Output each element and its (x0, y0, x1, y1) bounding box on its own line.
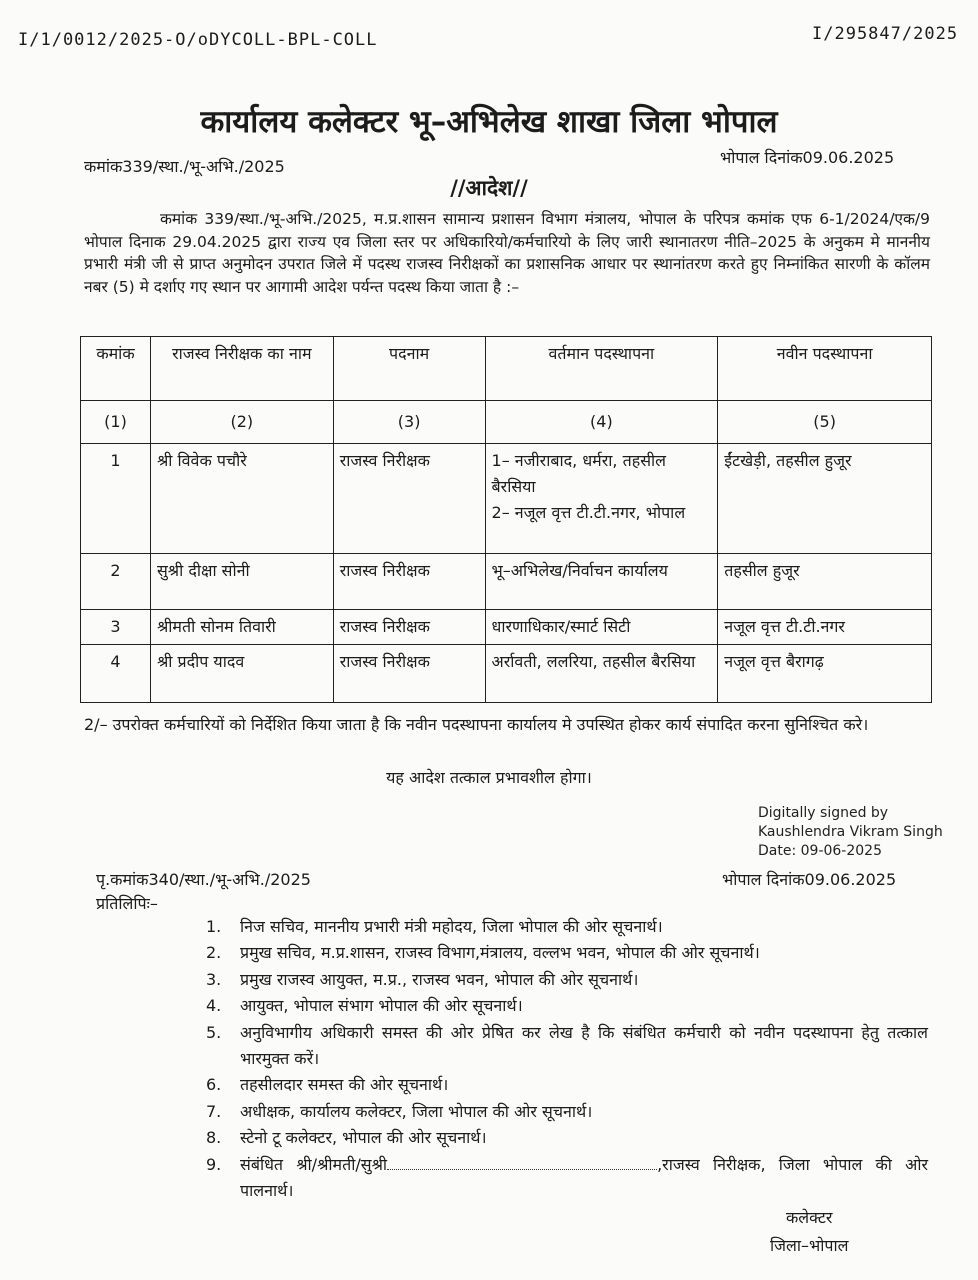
transfer-table (80, 336, 932, 703)
column-number: (3) (333, 401, 485, 444)
cell-designation: राजस्व निरीक्षक (333, 610, 485, 645)
signer-name: Kaushlendra Vikram Singh (758, 824, 943, 840)
list-text: निज सचिव, माननीय प्रभारी मंत्री महोदय, जिला भोपाल की ओर सूचनार्थ। (240, 917, 663, 936)
cell-name: श्रीमती सोनम तिवारी (150, 610, 333, 645)
table-row (81, 554, 932, 610)
column-number: (2) (150, 401, 333, 444)
cell-designation: राजस्व निरीक्षक (333, 444, 485, 554)
column-number: (5) (718, 401, 932, 444)
list-number: 8. (206, 1128, 222, 1148)
cell-new-posting: ईंटखेड़ी, तहसील हुजूर (718, 444, 932, 554)
list-text-prefix: संबंधित श्री/श्रीमती/सुश्री (240, 1154, 388, 1174)
table-row (81, 645, 932, 703)
list-number: 2. (206, 943, 222, 963)
cell-current-posting: धारणाधिकार/स्मार्ट सिटी (485, 610, 718, 645)
list-text: आयुक्त, भोपाल संभाग भोपाल की ओर सूचनार्थ। (240, 996, 523, 1016)
table-row (81, 610, 932, 645)
forwarding-date: भोपाल दिनांक09.06.2025 (722, 870, 897, 889)
copy-list (206, 914, 928, 1204)
cell-sno: 2 (81, 554, 151, 610)
cell-designation: राजस्व निरीक्षक (333, 645, 485, 703)
header-new-posting: नवीन पदस्थापना (718, 337, 932, 401)
instruction-paragraph: 2/– उपरोक्त कर्मचारियों को निर्देशित किया जाता है कि नवीन पदस्थापना कार्यालय मे उपस्थित होकर कार्य संपादित करना सुनिश्चित करे। (84, 715, 869, 734)
list-item (206, 993, 928, 1019)
list-number: 1. (206, 917, 222, 936)
cell-current-posting: अर्रावती, ललरिया, तहसील बैरसिया (485, 645, 718, 703)
header-name: राजस्व निरीक्षक का नाम (150, 337, 333, 401)
cell-current-posting: 1– नजीराबाद, धर्मरा, तहसील बैरसिया 2– नजूल वृत्त टी.टी.नगर, भोपाल (485, 444, 718, 554)
blank-line (387, 1155, 657, 1170)
list-item (206, 1099, 928, 1125)
effective-line: यह आदेश तत्काल प्रभावशील होगा। (386, 768, 592, 787)
order-heading: //आदेश// (450, 176, 528, 200)
cell-sno: 3 (81, 610, 151, 645)
receipt-reference: I/295847/2025 (812, 24, 959, 44)
header-sno: कमांक (81, 337, 151, 401)
order-number: कमांक339/स्था./भू-अभि./2025 (84, 157, 285, 176)
cell-new-posting: नजूल वृत्त टी.टी.नगर (718, 610, 932, 645)
file-reference: I/1/0012/2025-O/oDYCOLL-BPL-COLL (18, 30, 378, 50)
list-number: 6. (206, 1075, 222, 1095)
order-date: भोपाल दिनांक09.06.2025 (720, 148, 895, 167)
collector-signature-block (770, 1204, 848, 1260)
list-item (206, 967, 928, 993)
cell-name: सुश्री दीक्षा सोनी (150, 554, 333, 610)
column-number: (1) (81, 401, 151, 444)
list-number: 3. (206, 969, 222, 989)
list-text: अधीक्षक, कार्यालय कलेक्टर, जिला भोपाल की ओर सूचनार्थ। (240, 1101, 593, 1121)
list-number: 5. (206, 1022, 222, 1042)
list-text: तहसीलदार समस्त की ओर सूचनार्थ। (240, 1075, 449, 1095)
cell-name: श्री विवेक पचौरे (150, 444, 333, 554)
cell-sno: 4 (81, 645, 151, 703)
list-item (206, 1020, 928, 1073)
cell-new-posting: नजूल वृत्त बैरागढ़ (718, 645, 932, 703)
cell-designation: राजस्व निरीक्षक (333, 554, 485, 610)
list-number: 7. (206, 1101, 222, 1121)
cell-new-posting: तहसील हुजूर (718, 554, 932, 610)
office-title: कार्यालय कलेक्टर भू–अभिलेख शाखा जिला भोपाल (200, 104, 778, 140)
cell-sno: 1 (81, 444, 151, 554)
signature-date: Date: 09-06-2025 (758, 843, 882, 859)
column-number-row (81, 401, 932, 444)
list-text: प्रमुख राजस्व आयुक्त, म.प्र., राजस्व भवन, भोपाल की ओर सूचनार्थ। (240, 969, 639, 989)
list-item (206, 914, 928, 940)
table-header-row (81, 337, 932, 401)
list-item (206, 1072, 928, 1098)
column-number: (4) (485, 401, 718, 444)
list-number: 4. (206, 996, 222, 1016)
forwarding-number: पृ.कमांक340/स्था./भू-अभि./2025 (96, 870, 311, 889)
list-text: अनुविभागीय अधिकारी समस्त की ओर प्रेषित कर लेख है कि संबंधित कर्मचारी को नवीन पदस्थापना हेतु तत्काल भारमुक्त करें। (240, 1022, 928, 1069)
cell-current-posting: भू–अभिलेख/निर्वाचन कार्यालय (485, 554, 718, 610)
list-item (206, 1125, 928, 1151)
list-text-suffix: ,राजस्व निरीक्षक, जिला भोपाल की ओर पालनार्थ। (240, 1154, 928, 1201)
list-item (206, 1152, 928, 1205)
list-item (206, 940, 928, 966)
signature-line: Digitally signed by (758, 805, 889, 821)
copy-heading: प्रतिलिपिः– (96, 894, 158, 913)
table-row (81, 444, 932, 554)
order-paragraph: कमांक 339/स्था./भू-अभि./2025, म.प्र.शासन सामान्य प्रशासन विभाग मंत्रालय, भोपाल के परिपत्र कमांक एफ 6-1/2024/एक/9 भोपाल दिनाक 29.04.2025 द्वारा राज्य एव जिला स्तर पर अधिकारियो/कर्मचारियो के लिए जारी स्थानातरण नीति–2025 के अनुकम मे माननीय प्रभारी मंत्री जी से प्राप्त अनुमोदन उपरात जिले में पदस्थ राजस्व निरीक्षकों का प्रशासनिक आधार पर स्थानांतरण करते हुए निम्नांकित सारणी के कॉलम नबर (5) मे दर्शाए गए स्थान पर आगामी आदेश पर्यन्त पदस्थ किया जाता है :– (84, 210, 930, 296)
collector-district: जिला–भोपाल (770, 1236, 849, 1255)
cell-name: श्री प्रदीप यादव (150, 645, 333, 703)
list-number: 9. (206, 1154, 222, 1174)
header-current-posting: वर्तमान पदस्थापना (485, 337, 718, 401)
header-designation: पदनाम (333, 337, 485, 401)
list-text: स्टेनो टू कलेक्टर, भोपाल की ओर सूचनार्थ। (240, 1128, 487, 1148)
list-text: प्रमुख सचिव, म.प्र.शासन, राजस्व विभाग,मंत्रालय, वल्लभ भवन, भोपाल की ओर सूचनार्थ। (240, 943, 760, 963)
collector-designation: कलेक्टर (786, 1208, 833, 1227)
digital-signature (758, 804, 943, 861)
